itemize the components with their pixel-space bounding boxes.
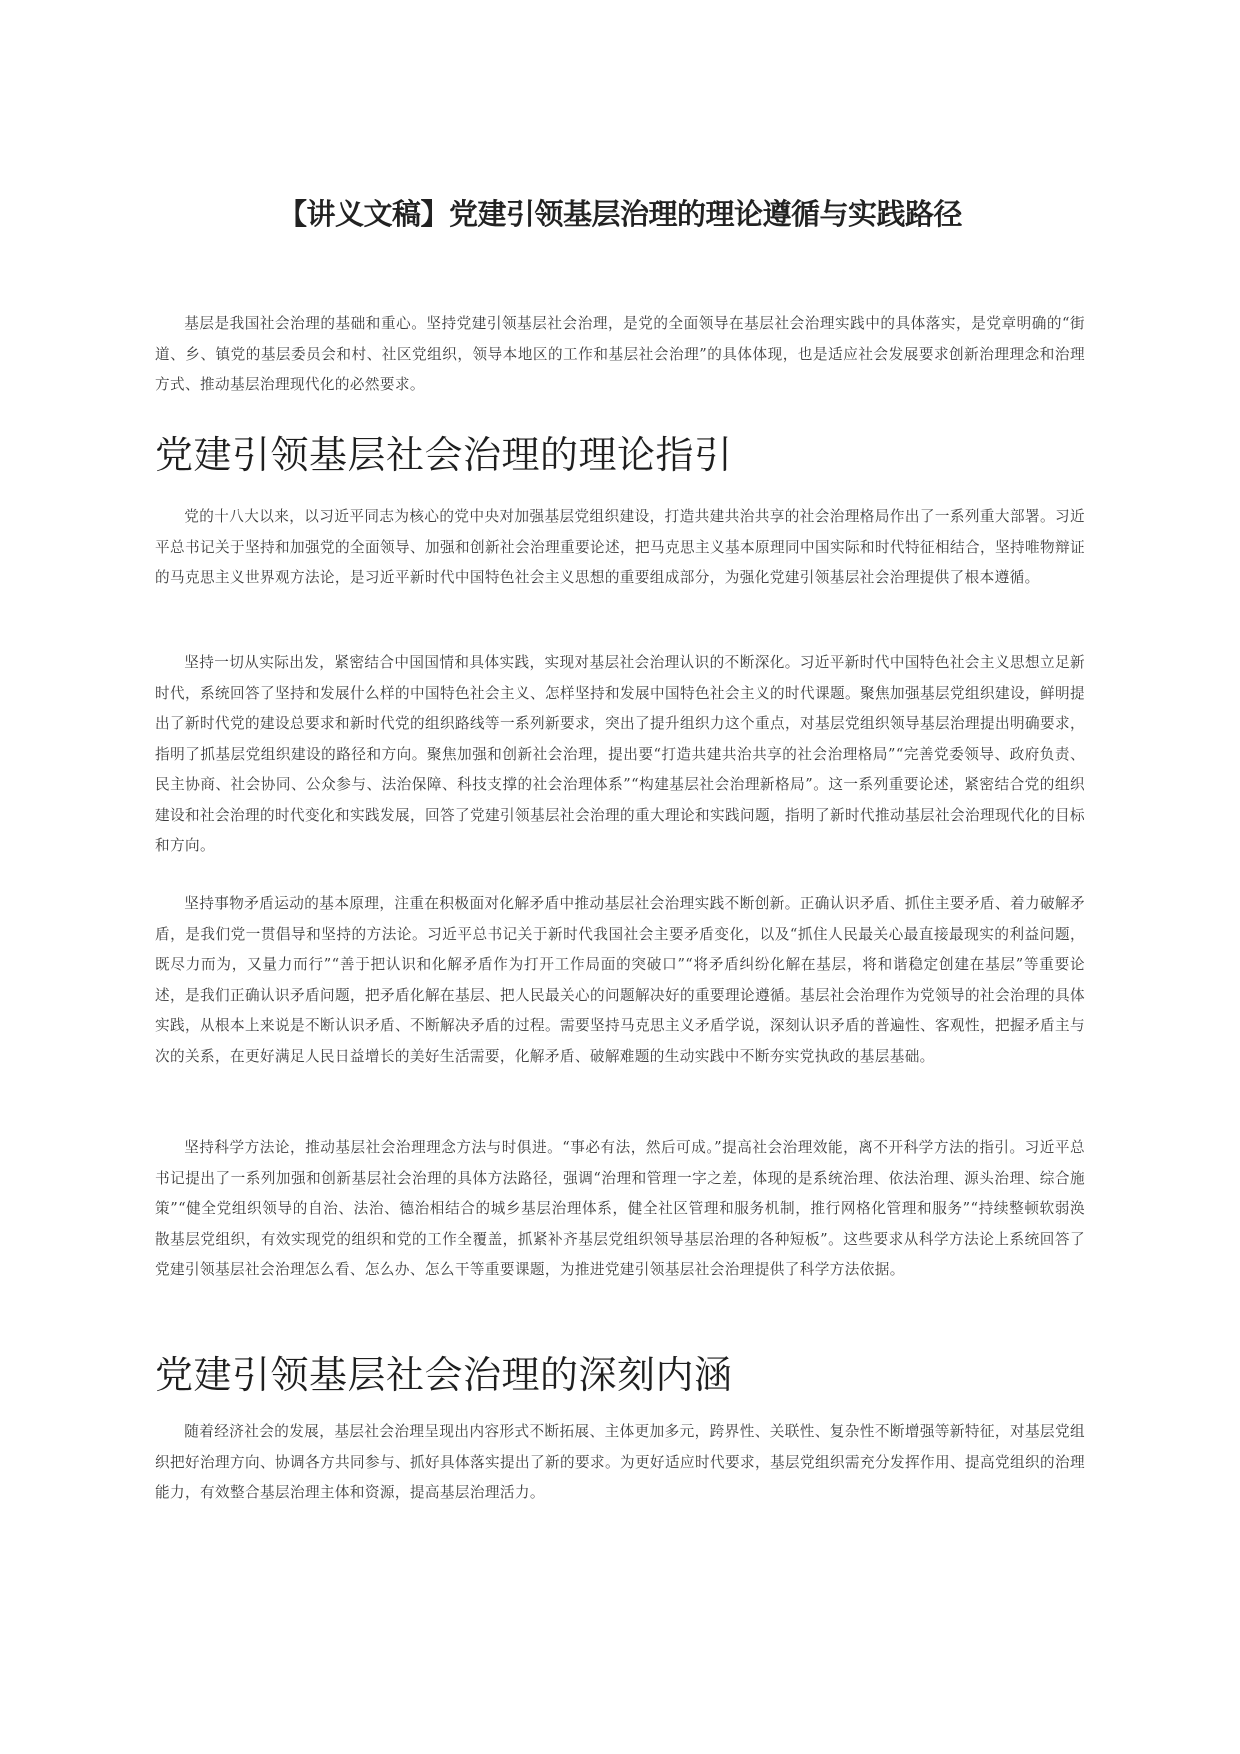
paragraph: 坚持事物矛盾运动的基本原理，注重在积极面对化解矛盾中推动基层社会治理实践不断创新。正确认识矛盾、抓住主要矛盾、着力破解矛盾，是我们党一贯倡导和坚持的方法论。习近平总书记关于新时代我国社会主要矛盾变化，以及“抓住人民最关心最直接最现实的利益问题，既尽力而为，又量力而行”“善于把认识和化解矛盾作为打开工作局面的突破口”“将矛盾纠纷化解在基层，将和谐稳定创建在基层”等重要论述，是我们正确认识矛盾问题，把矛盾化解在基层、把人民最关心的问题解决好的重要理论遵循。基层社会治理作为党领导的社会治理的具体实践，从根本上来说是不断认识矛盾、不断解决矛盾的过程。需要坚持马克思主义矛盾学说，深刻认识矛盾的普遍性、客观性，把握矛盾主与次的关系，在更好满足人民日益增长的美好生活需要，化解矛盾、破解难题的生动实践中不断夯实党执政的基层基础。	[155, 895, 1085, 1065]
section-heading-profound-connotation: 党建引领基层社会治理的深刻内涵	[155, 1353, 733, 1397]
intro-paragraph: 基层是我国社会治理的基础和重心。坚持党建引领基层社会治理，是党的全面领导在基层社会治理实践中的具体落实，是党章明确的“街道、乡、镇党的基层委员会和村、社区党组织，领导本地区的工作和基层社会治理”的具体体现，也是适应社会发展要求创新治理理念和治理方式、推动基层治理现代化的必然要求。	[155, 315, 1085, 393]
document-title: 【讲义文稿】党建引领基层治理的理论遵循与实践路径	[277, 197, 962, 231]
paragraph: 党的十八大以来，以习近平同志为核心的党中央对加强基层党组织建设，打造共建共治共享的社会治理格局作出了一系列重大部署。习近平总书记关于坚持和加强党的全面领导、加强和创新社会治理重要论述，把马克思主义基本原理同中国实际和时代特征相结合，坚持唯物辩证的马克思主义世界观方法论，是习近平新时代中国特色社会主义思想的重要组成部分，为强化党建引领基层社会治理提供了根本遵循。	[155, 508, 1085, 586]
paragraph: 随着经济社会的发展，基层社会治理呈现出内容形式不断拓展、主体更加多元，跨界性、关联性、复杂性不断增强等新特征，对基层党组织把好治理方向、协调各方共同参与、抓好具体落实提出了新的要求。为更好适应时代要求，基层党组织需充分发挥作用、提高党组织的治理能力，有效整合基层治理主体和资源，提高基层治理活力。	[155, 1423, 1085, 1501]
paragraph: 坚持一切从实际出发，紧密结合中国国情和具体实践，实现对基层社会治理认识的不断深化。习近平新时代中国特色社会主义思想立足新时代，系统回答了坚持和发展什么样的中国特色社会主义、怎样坚持和发展中国特色社会主义的时代课题。聚焦加强基层党组织建设，鲜明提出了新时代党的建设总要求和新时代党的组织路线等一系列新要求，突出了提升组织力这个重点，对基层党组织领导基层治理提出明确要求，指明了抓基层党组织建设的路径和方向。聚焦加强和创新社会治理，提出要“打造共建共治共享的社会治理格局”“完善党委领导、政府负责、民主协商、社会协同、公众参与、法治保障、科技支撑的社会治理体系”“构建基层社会治理新格局”。这一系列重要论述，紧密结合党的组织建设和社会治理的时代变化和实践发展，回答了党建引领基层社会治理的重大理论和实践问题，指明了新时代推动基层社会治理现代化的目标和方向。	[155, 654, 1085, 854]
paragraph: 坚持科学方法论，推动基层社会治理理念方法与时俱进。“事必有法，然后可成。”提高社会治理效能，离不开科学方法的指引。习近平总书记提出了一系列加强和创新基层社会治理的具体方法路径，强调“治理和管理一字之差，体现的是系统治理、依法治理、源头治理、综合施策”“健全党组织领导的自治、法治、德治相结合的城乡基层治理体系，健全社区管理和服务机制，推行网格化管理和服务”“持续整顿软弱涣散基层党组织，有效实现党的组织和党的工作全覆盖，抓紧补齐基层党组织领导基层治理的各种短板”。这些要求从科学方法论上系统回答了党建引领基层社会治理怎么看、怎么办、怎么干等重要课题，为推进党建引领基层社会治理提供了科学方法依据。	[155, 1139, 1085, 1278]
section-heading-theoretical-guidance: 党建引领基层社会治理的理论指引	[155, 433, 733, 477]
